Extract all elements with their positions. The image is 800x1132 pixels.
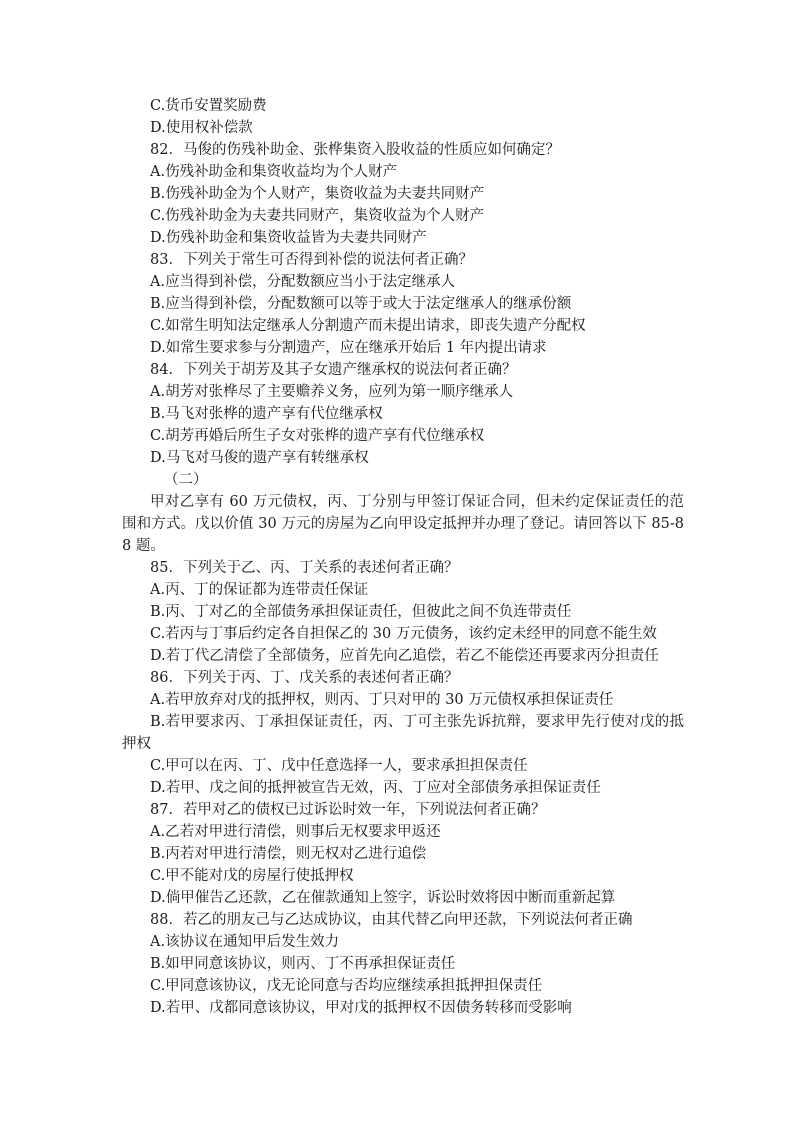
text-line: C.如常生明知法定继承人分割遗产而未提出请求，即丧失遗产分配权 xyxy=(150,318,586,334)
text-line: C.甲可以在丙、丁、戊中任意选择一人，要求承担担保责任 xyxy=(150,758,528,774)
text-line: D.如常生要求参与分割遗产，应在继承开始后 1 年内提出请求 xyxy=(150,340,547,356)
text-paragraph: 甲对乙享有 60 万元债权，丙、丁分别与甲签订保证合同，但未约定保证责任的范围和方式。戊以价值 30 万元的房屋为乙向甲设定抵押并办理了登记。请回答以下 85-88 题。 xyxy=(122,494,684,554)
text-line: 84．下列关于胡芳及其子女遗产继承权的说法何者正确？ xyxy=(150,362,517,378)
text-line: C.胡芳再婚后所生子女对张桦的遗产享有代位继承权 xyxy=(150,428,485,444)
text-paragraph: C.若丙与丁事后约定各自担保乙的 30 万元债务，该约定未经甲的同意不能生效 xyxy=(150,626,657,642)
text-line: D.使用权补偿款 xyxy=(150,120,253,136)
text-line: B.应当得到补偿，分配数额可以等于或大于法定继承人的继承份额 xyxy=(150,296,572,312)
text-line: 85．下列关于乙、丙、丁关系的表述何者正确？ xyxy=(150,560,459,576)
text-line: B.如甲同意该协议，则丙、丁不再承担保证责任 xyxy=(150,956,456,972)
text-line: 83．下列关于常生可否得到补偿的说法何者正确？ xyxy=(150,252,473,268)
text-line: A.若甲放弃对戊的抵押权，则丙、丁只对甲的 30 万元债权承担保证责任 xyxy=(150,692,614,708)
text-line: C.伤残补助金为夫妻共同财产，集资收益为个人财产 xyxy=(150,208,485,224)
text-line: A.应当得到补偿，分配数额应当小于法定继承人 xyxy=(150,274,456,290)
text-line: 86．下列关于丙、丁、戊关系的表述何者正确？ xyxy=(150,670,459,686)
text-line: D.伤残补助金和集资收益皆为夫妻共同财产 xyxy=(150,230,427,246)
text-line: B.伤残补助金为个人财产，集资收益为夫妻共同财产 xyxy=(150,186,485,202)
text-line: 88．若乙的朋友己与乙达成协议，由其代替乙向甲还款，下列说法何者正确 xyxy=(150,912,633,928)
text-line: A.丙、丁的保证都为连带责任保证 xyxy=(150,582,369,598)
text-paragraph: B.若甲要求丙、丁承担保证责任，丙、丁可主张先诉抗辩，要求甲先行使对戊的抵押权 xyxy=(122,714,684,752)
document-body xyxy=(122,95,684,1019)
text-line: D.若甲、戊之间的抵押被宣告无效，丙、丁应对全部债务承担保证责任 xyxy=(150,780,601,796)
text-line: A.胡芳对张桦尽了主要赡养义务，应列为第一顺序继承人 xyxy=(150,384,514,400)
text-line: D.马飞对马俊的遗产享有转继承权 xyxy=(150,450,369,466)
text-line: 87．若甲对乙的债权已过诉讼时效一年，下列说法何者正确？ xyxy=(150,802,546,818)
text-line: B.丙若对甲进行清偿，则无权对乙进行追偿 xyxy=(150,846,427,862)
text-line: D.若甲、戊都同意该协议，甲对戊的抵押权不因债务转移而受影响 xyxy=(150,1000,572,1016)
text-line: D.倘甲催告乙还款，乙在催款通知上签字，诉讼时效将因中断而重新起算 xyxy=(150,890,616,906)
text-line: A.乙若对甲进行清偿，则事后无权要求甲返还 xyxy=(150,824,441,840)
text-line: 82．马俊的伤残补助金、张桦集资入股收益的性质应如何确定？ xyxy=(150,142,560,158)
text-paragraph: D.若丁代乙清偿了全部债务，应首先向乙追偿，若乙不能偿还再要求丙分担责任 xyxy=(150,648,659,664)
text-line: B.马飞对张桦的遗产享有代位继承权 xyxy=(150,406,383,422)
text-line: A.伤残补助金和集资收益均为个人财产 xyxy=(150,164,398,180)
text-line: B.丙、丁对乙的全部债务承担保证责任，但彼此之间不负连带责任 xyxy=(150,604,572,620)
text-line: C.甲不能对戊的房屋行使抵押权 xyxy=(150,868,354,884)
text-line: C.货币安置奖励费 xyxy=(150,98,267,114)
text-line: A.该协议在通知甲后发生效力 xyxy=(150,934,340,950)
text-line: C.甲同意该协议，戊无论同意与否均应继续承担抵押担保责任 xyxy=(150,978,543,994)
text-line: （二） xyxy=(164,472,208,488)
